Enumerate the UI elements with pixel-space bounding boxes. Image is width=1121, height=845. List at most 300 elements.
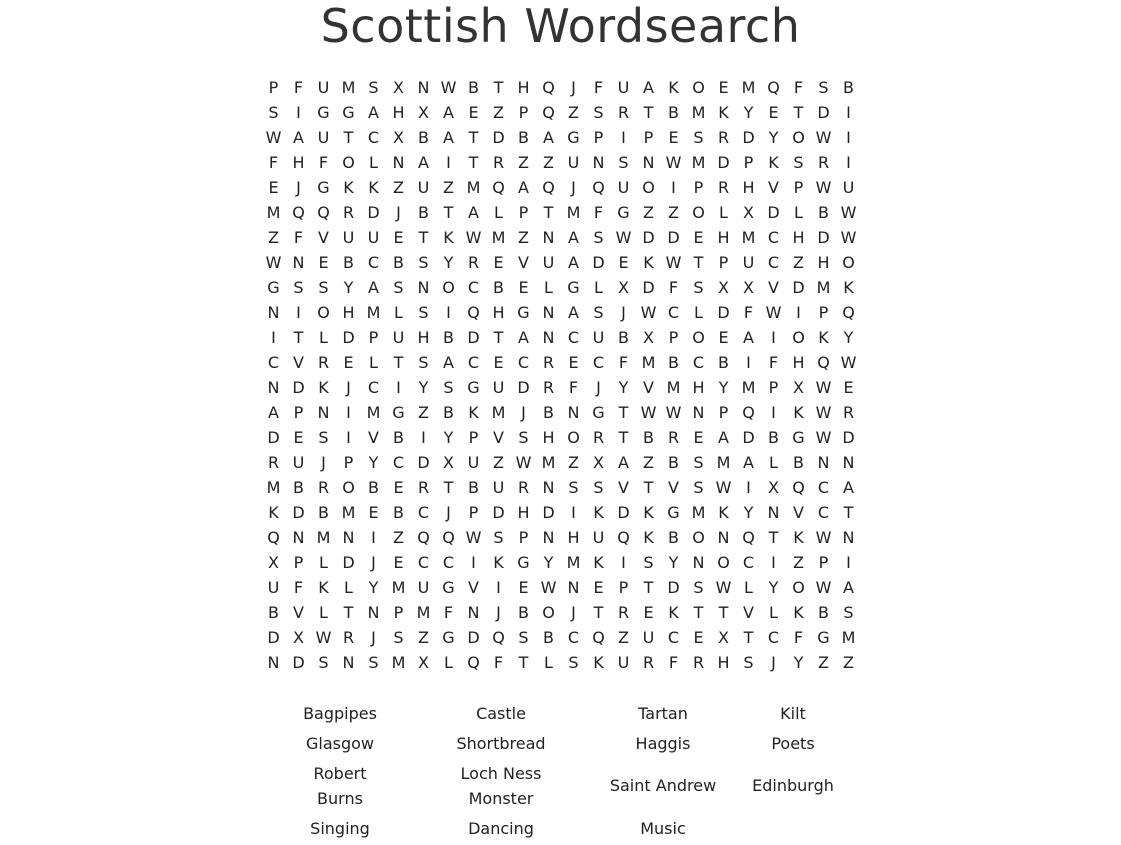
grid-cell: X — [268, 553, 279, 572]
grid-cell: K — [593, 553, 604, 572]
grid-cell: R — [717, 178, 730, 197]
grid-cell: N — [692, 403, 705, 422]
grid-cell: I — [471, 553, 476, 572]
grid-cell: S — [643, 553, 654, 572]
grid-cell: D — [817, 228, 830, 247]
grid-cell: R — [317, 478, 330, 497]
grid-cell: N — [342, 653, 355, 672]
grid-cell: S — [818, 78, 829, 97]
grid-cell: F — [293, 228, 304, 247]
grid-cell: E — [668, 128, 679, 147]
grid-cell: P — [718, 253, 729, 272]
grid-cell: A — [518, 328, 529, 347]
grid-cell: B — [468, 78, 479, 97]
grid-cell: K — [843, 278, 854, 297]
grid-cell: W — [665, 153, 682, 172]
grid-cell: W — [840, 203, 857, 222]
word-list-item: Castle — [476, 704, 526, 723]
grid-cell: J — [446, 503, 451, 522]
grid-cell: R — [592, 428, 605, 447]
grid-cell: R — [417, 478, 430, 497]
grid-cell: A — [743, 328, 754, 347]
grid-cell: Q — [492, 628, 505, 647]
grid-cell: R — [642, 653, 655, 672]
grid-cell: B — [393, 503, 404, 522]
grid-cell: S — [318, 653, 329, 672]
grid-cell: Z — [418, 403, 429, 422]
grid-cell: D — [517, 378, 530, 397]
grid-cell: C — [467, 278, 480, 297]
grid-cell: S — [418, 253, 429, 272]
grid-cell: H — [792, 353, 805, 372]
grid-cell: N — [842, 453, 855, 472]
grid-cell: G — [342, 103, 355, 122]
grid-cell: N — [342, 528, 355, 547]
grid-cell: T — [493, 328, 504, 347]
grid-cell: I — [671, 178, 676, 197]
grid-cell: H — [292, 153, 305, 172]
grid-cell: Y — [368, 578, 379, 597]
grid-cell: P — [743, 153, 754, 172]
grid-cell: P — [393, 603, 404, 622]
grid-cell: B — [668, 103, 679, 122]
grid-cell: S — [418, 303, 429, 322]
grid-cell: J — [321, 453, 326, 472]
grid-cell: H — [392, 103, 405, 122]
word-list-item: Bagpipes — [303, 704, 377, 723]
grid-cell: E — [693, 628, 704, 647]
grid-cell: S — [368, 653, 379, 672]
grid-cell: B — [668, 353, 679, 372]
grid-cell: U — [542, 253, 555, 272]
grid-cell: L — [719, 203, 728, 222]
grid-cell: Y — [368, 453, 379, 472]
grid-cell: C — [767, 253, 780, 272]
grid-cell: Z — [418, 628, 429, 647]
grid-cell: P — [293, 403, 304, 422]
grid-cell: M — [741, 78, 756, 97]
grid-cell: B — [668, 528, 679, 547]
grid-cell: W — [840, 353, 857, 372]
grid-cell: P — [468, 428, 479, 447]
grid-cell: D — [292, 378, 305, 397]
grid-cell: Q — [742, 528, 755, 547]
grid-cell: N — [842, 528, 855, 547]
grid-cell: N — [467, 603, 480, 622]
grid-cell: C — [367, 128, 380, 147]
grid-cell: S — [518, 428, 529, 447]
grid-cell: N — [567, 403, 580, 422]
grid-cell: J — [521, 403, 526, 422]
grid-cell: P — [268, 78, 279, 97]
grid-cell: E — [268, 178, 279, 197]
grid-cell: I — [771, 328, 776, 347]
grid-cell: G — [817, 628, 830, 647]
grid-cell: W — [465, 228, 482, 247]
grid-cell: A — [718, 428, 729, 447]
grid-cell: P — [768, 378, 779, 397]
grid-cell: M — [691, 103, 706, 122]
grid-cell: N — [267, 378, 280, 397]
grid-cell: K — [268, 503, 279, 522]
grid-cell: J — [371, 628, 376, 647]
grid-cell: Z — [643, 453, 654, 472]
grid-cell: L — [444, 653, 453, 672]
grid-cell: A — [843, 578, 854, 597]
grid-cell: Q — [767, 78, 780, 97]
word-list-item: Singing — [310, 819, 370, 838]
grid-cell: F — [793, 78, 804, 97]
grid-cell: O — [567, 428, 580, 447]
grid-cell: D — [717, 303, 730, 322]
grid-cell: P — [643, 128, 654, 147]
grid-cell: T — [343, 128, 354, 147]
grid-cell: M — [266, 478, 281, 497]
grid-cell: W — [815, 378, 832, 397]
grid-cell: G — [317, 178, 330, 197]
grid-cell: I — [371, 528, 376, 547]
grid-cell: W — [715, 478, 732, 497]
grid-cell: I — [846, 128, 851, 147]
grid-cell: Q — [617, 528, 630, 547]
grid-cell: O — [792, 128, 805, 147]
grid-cell: G — [442, 628, 455, 647]
grid-cell: L — [544, 653, 553, 672]
grid-cell: Z — [568, 453, 579, 472]
grid-cell: X — [418, 653, 429, 672]
grid-cell: S — [568, 478, 579, 497]
grid-cell: I — [846, 103, 851, 122]
grid-cell: Y — [768, 128, 779, 147]
grid-cell: T — [443, 203, 454, 222]
grid-cell: F — [793, 628, 804, 647]
grid-cell: H — [692, 378, 705, 397]
grid-cell: U — [592, 328, 605, 347]
grid-cell: X — [593, 453, 604, 472]
grid-cell: N — [367, 603, 380, 622]
grid-cell: T — [643, 478, 654, 497]
grid-cell: T — [293, 328, 304, 347]
grid-cell: O — [342, 153, 355, 172]
grid-cell: I — [446, 153, 451, 172]
grid-cell: L — [769, 453, 778, 472]
grid-cell: A — [843, 478, 854, 497]
grid-cell: D — [667, 228, 680, 247]
grid-cell: X — [718, 278, 729, 297]
grid-cell: M — [366, 303, 381, 322]
grid-cell: F — [593, 78, 604, 97]
grid-cell: V — [768, 178, 779, 197]
grid-cell: S — [368, 78, 379, 97]
grid-cell: D — [342, 553, 355, 572]
grid-cell: P — [793, 178, 804, 197]
grid-cell: R — [267, 453, 280, 472]
grid-cell: D — [667, 578, 680, 597]
grid-cell: U — [742, 253, 755, 272]
grid-cell: L — [319, 603, 328, 622]
word-list-item: Glasgow — [305, 734, 375, 753]
grid-cell: N — [417, 278, 430, 297]
grid-cell: J — [346, 378, 351, 397]
grid-cell: P — [468, 503, 479, 522]
grid-cell: I — [846, 553, 851, 572]
grid-cell: Q — [467, 653, 480, 672]
grid-cell: A — [568, 228, 579, 247]
grid-cell: O — [792, 328, 805, 347]
word-list-item: Kilt — [780, 704, 806, 723]
grid-cell: E — [843, 378, 854, 397]
grid-cell: W — [640, 303, 657, 322]
grid-cell: H — [717, 228, 730, 247]
grid-cell: U — [367, 228, 380, 247]
grid-cell: K — [443, 228, 454, 247]
grid-cell: Q — [542, 103, 555, 122]
grid-cell: E — [693, 428, 704, 447]
grid-cell: X — [418, 103, 429, 122]
grid-cell: E — [393, 553, 404, 572]
grid-cell: C — [367, 253, 380, 272]
grid-cell: N — [642, 153, 655, 172]
grid-cell: Y — [668, 553, 679, 572]
grid-cell: U — [417, 578, 430, 597]
grid-cell: U — [467, 453, 480, 472]
grid-cell: T — [343, 603, 354, 622]
grid-cell: K — [668, 603, 679, 622]
grid-cell: C — [417, 503, 430, 522]
grid-cell: K — [793, 403, 804, 422]
grid-cell: S — [593, 103, 604, 122]
grid-cell: Q — [542, 78, 555, 97]
grid-cell: A — [543, 128, 554, 147]
grid-cell: E — [393, 478, 404, 497]
grid-cell: W — [815, 178, 832, 197]
grid-cell: R — [617, 103, 630, 122]
grid-cell: W — [815, 428, 832, 447]
grid-cell: U — [317, 78, 330, 97]
grid-cell: A — [568, 303, 579, 322]
grid-cell: T — [493, 78, 504, 97]
grid-cell: R — [517, 478, 530, 497]
grid-cell: L — [394, 303, 403, 322]
grid-cell: W — [765, 303, 782, 322]
grid-cell: I — [346, 403, 351, 422]
grid-cell: X — [768, 478, 779, 497]
grid-cell: S — [593, 228, 604, 247]
grid-cell: T — [693, 253, 704, 272]
grid-cell: M — [641, 353, 656, 372]
grid-cell: B — [493, 278, 504, 297]
grid-cell: N — [267, 653, 280, 672]
grid-cell: H — [742, 178, 755, 197]
grid-cell: N — [567, 578, 580, 597]
grid-cell: N — [542, 478, 555, 497]
grid-cell: E — [643, 603, 654, 622]
grid-cell: U — [642, 628, 655, 647]
grid-cell: N — [542, 528, 555, 547]
grid-cell: Q — [267, 528, 280, 547]
grid-cell: G — [617, 203, 630, 222]
word-list-item: Music — [640, 819, 686, 838]
grid-cell: F — [268, 153, 279, 172]
grid-cell: I — [796, 303, 801, 322]
grid-cell: H — [492, 303, 505, 322]
grid-cell: B — [543, 403, 554, 422]
grid-cell: L — [694, 303, 703, 322]
grid-cell: H — [792, 228, 805, 247]
grid-cell: I — [846, 153, 851, 172]
grid-cell: J — [496, 603, 501, 622]
grid-cell: L — [319, 328, 328, 347]
grid-cell: M — [691, 153, 706, 172]
grid-cell: P — [518, 528, 529, 547]
grid-cell: K — [643, 503, 654, 522]
grid-cell: X — [393, 128, 404, 147]
grid-cell: T — [468, 153, 479, 172]
grid-cell: O — [692, 528, 705, 547]
grid-cell: V — [793, 503, 804, 522]
grid-cell: Z — [518, 228, 529, 247]
grid-cell: B — [643, 428, 654, 447]
grid-cell: B — [518, 128, 529, 147]
grid-cell: K — [718, 103, 729, 122]
grid-cell: Y — [418, 378, 429, 397]
grid-cell: Z — [443, 178, 454, 197]
grid-cell: V — [468, 578, 479, 597]
grid-cell: S — [393, 278, 404, 297]
grid-cell: Z — [618, 628, 629, 647]
grid-cell: I — [296, 103, 301, 122]
grid-cell: X — [793, 378, 804, 397]
grid-cell: C — [417, 553, 430, 572]
grid-cell: C — [392, 453, 405, 472]
word-list-item: Saint Andrew — [609, 776, 717, 795]
grid-cell: S — [843, 603, 854, 622]
word-list-item: Tartan — [638, 704, 688, 723]
grid-cell: G — [517, 303, 530, 322]
grid-cell: B — [518, 603, 529, 622]
grid-cell: N — [392, 153, 405, 172]
grid-cell: K — [493, 553, 504, 572]
grid-cell: K — [768, 153, 779, 172]
grid-cell: B — [393, 428, 404, 447]
grid-cell: B — [293, 478, 304, 497]
grid-cell: D — [642, 278, 655, 297]
grid-cell: P — [368, 328, 379, 347]
grid-cell: E — [468, 103, 479, 122]
grid-cell: X — [393, 78, 404, 97]
grid-cell: I — [396, 378, 401, 397]
grid-cell: T — [793, 103, 804, 122]
grid-cell: G — [392, 403, 405, 422]
grid-cell: P — [618, 578, 629, 597]
grid-cell: S — [393, 628, 404, 647]
grid-cell: B — [443, 328, 454, 347]
grid-cell: D — [292, 653, 305, 672]
grid-cell: L — [494, 203, 503, 222]
grid-cell: Z — [493, 453, 504, 472]
grid-cell: B — [418, 128, 429, 147]
grid-cell: E — [768, 103, 779, 122]
grid-cell: K — [593, 503, 604, 522]
grid-cell: L — [369, 153, 378, 172]
grid-cell: W — [265, 128, 282, 147]
grid-cell: M — [266, 203, 281, 222]
page-title: Scottish Wordsearch — [320, 0, 801, 53]
grid-cell: M — [666, 378, 681, 397]
grid-cell: S — [693, 128, 704, 147]
grid-cell: D — [467, 628, 480, 647]
grid-cell: Z — [843, 653, 854, 672]
grid-cell: Q — [542, 178, 555, 197]
grid-cell: M — [816, 278, 831, 297]
grid-cell: W — [615, 228, 632, 247]
grid-cell: O — [342, 478, 355, 497]
grid-cell: T — [718, 603, 729, 622]
grid-cell: E — [518, 578, 529, 597]
grid-cell: O — [642, 178, 655, 197]
grid-cell: H — [567, 528, 580, 547]
grid-cell: I — [771, 403, 776, 422]
grid-cell: H — [517, 503, 530, 522]
grid-cell: D — [617, 503, 630, 522]
grid-cell: J — [371, 553, 376, 572]
grid-cell: N — [542, 228, 555, 247]
grid-cell: A — [643, 78, 654, 97]
grid-cell: U — [292, 453, 305, 472]
grid-cell: O — [692, 203, 705, 222]
grid-cell: R — [667, 428, 680, 447]
grid-cell: H — [717, 653, 730, 672]
grid-cell: T — [618, 428, 629, 447]
grid-cell: B — [768, 428, 779, 447]
grid-cell: W — [315, 628, 332, 647]
grid-cell: D — [842, 428, 855, 447]
grid-cell: J — [296, 178, 301, 197]
grid-cell: M — [491, 228, 506, 247]
grid-cell: A — [468, 203, 479, 222]
grid-cell: T — [443, 478, 454, 497]
grid-cell: F — [568, 378, 579, 397]
grid-cell: W — [515, 453, 532, 472]
grid-cell: N — [717, 528, 730, 547]
grid-cell: G — [567, 278, 580, 297]
grid-cell: I — [621, 553, 626, 572]
grid-cell: M — [741, 378, 756, 397]
grid-cell: L — [794, 203, 803, 222]
grid-cell: C — [742, 553, 755, 572]
grid-cell: A — [443, 103, 454, 122]
grid-cell: L — [769, 603, 778, 622]
grid-cell: B — [393, 253, 404, 272]
grid-cell: R — [342, 203, 355, 222]
grid-cell: G — [567, 128, 580, 147]
grid-cell: O — [692, 328, 705, 347]
grid-cell: X — [443, 453, 454, 472]
grid-cell: S — [318, 428, 329, 447]
word-list-item: Edinburgh — [752, 776, 834, 795]
grid-cell: Q — [592, 628, 605, 647]
grid-cell: P — [343, 453, 354, 472]
grid-cell: Y — [768, 578, 779, 597]
grid-cell: P — [818, 553, 829, 572]
grid-cell: N — [317, 403, 330, 422]
grid-cell: S — [593, 478, 604, 497]
grid-cell: C — [817, 478, 830, 497]
grid-cell: B — [443, 403, 454, 422]
grid-cell: V — [743, 603, 754, 622]
grid-cell: D — [492, 128, 505, 147]
grid-cell: Q — [442, 528, 455, 547]
